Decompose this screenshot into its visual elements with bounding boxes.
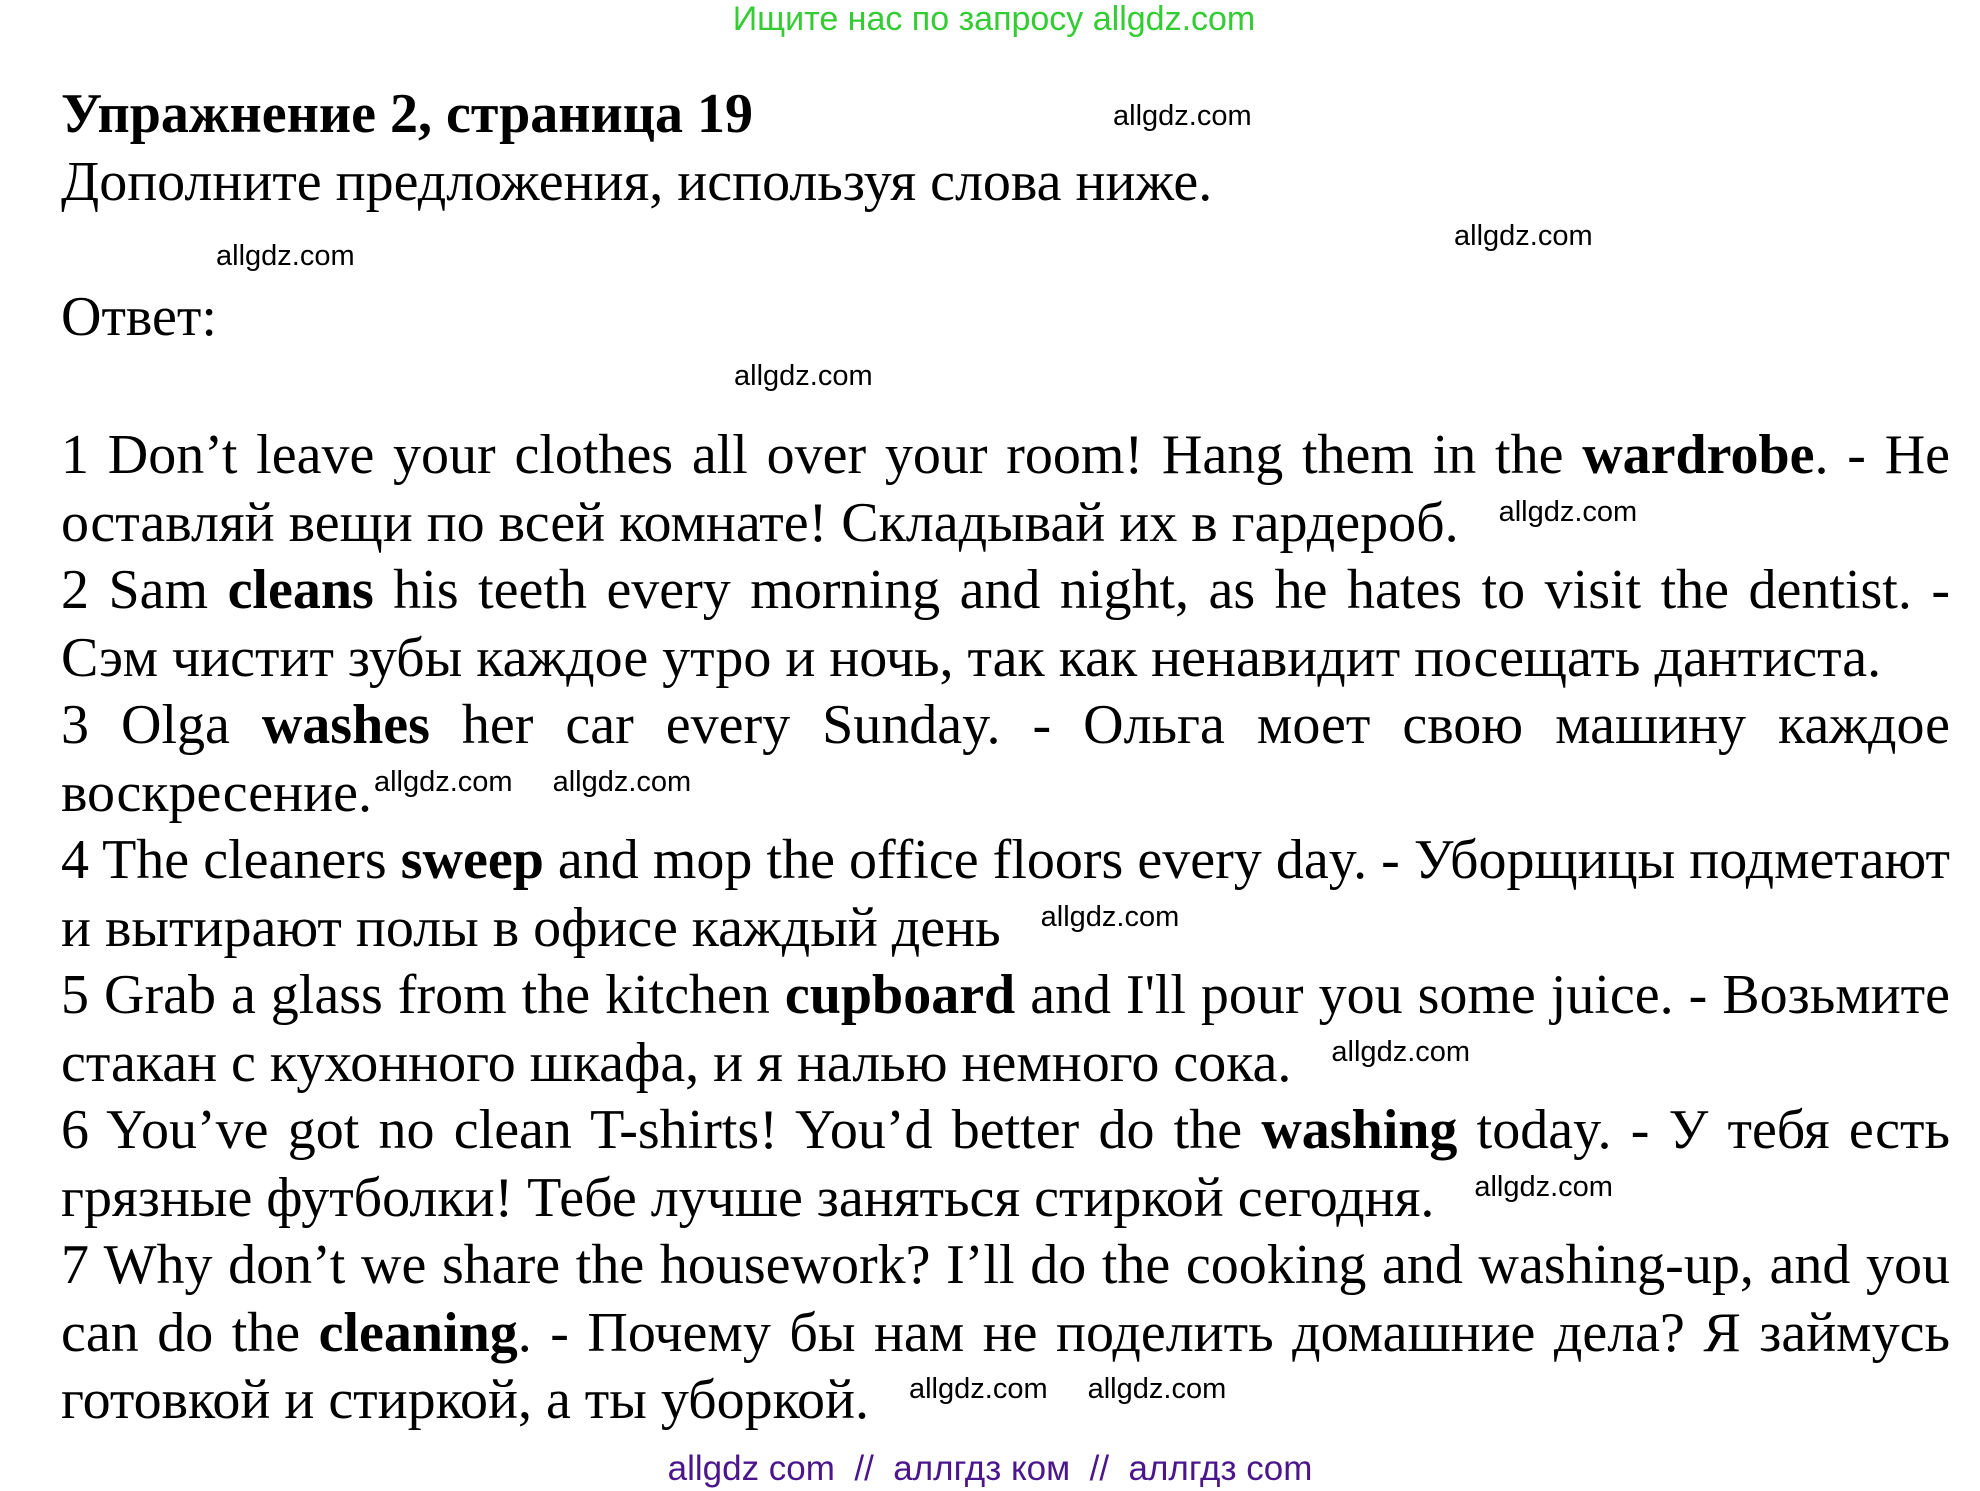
watermark: allgdz.com	[1498, 495, 1638, 528]
exercise-title: Упражнение 2, страница 19	[61, 83, 754, 145]
item-text: and I'll pour you some juice. - Возьмите стакан с кухонного шкафа, и я налью немного сока.	[61, 964, 1950, 1094]
watermark: allgdz.com	[1113, 100, 1252, 132]
answer-word: sweep	[400, 829, 544, 891]
watermark: allgdz.com	[1474, 1170, 1613, 1203]
item-text: . - Почему бы нам не поделить домашние дела? Я займусь готовкой и стиркой, а ты уборкой.	[61, 1301, 1951, 1431]
item-text: 1 Don’t leave your clothes all over your room! Hang them in the	[61, 424, 1583, 486]
item-text: 7 Why don’t we share the housework? I’ll do the cooking and washing-up, and you can do the	[61, 1234, 1950, 1364]
item-text: 3 Olga	[61, 694, 262, 756]
item-text: . - Не оставляй вещи по всей комнате! Складывай их в гардероб.	[61, 424, 1950, 554]
watermark: allgdz.com	[908, 1373, 1048, 1406]
item-text: 5 Grab a glass from the kitchen	[61, 964, 785, 1026]
watermark: allgdz.com	[1040, 900, 1180, 933]
answer-item-6	[61, 1097, 1950, 1232]
item-text: 2 Sam	[61, 559, 228, 621]
answer-item-4	[61, 827, 1950, 962]
answer-label: Ответ:	[61, 286, 217, 348]
item-text: 4 The cleaners	[61, 829, 401, 891]
item-text: 6 You’ve got no clean T-shirts! You’d better do the	[61, 1099, 1262, 1161]
answer-list	[61, 422, 1950, 1489]
answer-word: cupboard	[784, 964, 1016, 1026]
answer-word: washing	[1261, 1099, 1458, 1161]
answer-word: cleans	[227, 559, 374, 621]
answer-word: washes	[261, 694, 430, 756]
answer-item-5	[61, 962, 1950, 1097]
answer-item-3	[61, 692, 1950, 827]
watermark: allgdz.com	[373, 765, 513, 798]
watermark: allgdz.com	[1454, 220, 1593, 252]
item-text: her car every Sunday. - Ольга моет свою машину каждое воскресение.	[61, 694, 1950, 824]
search-banner: Ищите нас по запросу allgdz.com	[732, 0, 1256, 38]
watermark: allgdz.com	[552, 765, 692, 798]
answer-word: wardrobe	[1582, 424, 1815, 486]
answer-item-1	[61, 422, 1950, 557]
watermark: allgdz.com	[1087, 1373, 1227, 1406]
item-text: his teeth every morning and night, as he hates to visit the dentist. - Сэм чистит зубы каждое утро и ночь, так как ненавидит посещать дантиста.	[61, 559, 1950, 689]
exercise-instructions: Дополните предложения, используя слова ниже.	[61, 151, 1213, 213]
item-text: today. - У тебя есть грязные футболки! Тебе лучше заняться стиркой сегодня.	[61, 1099, 1951, 1229]
item-text: and mop the office floors every day. - Уборщицы подметают и вытирают полы в офисе каждый день	[61, 829, 1950, 959]
answer-item-2	[61, 557, 1950, 692]
answer-item-7	[61, 1232, 1950, 1435]
footer-watermark: allgdz com // аллгдз ком // аллгдз com	[667, 1448, 1313, 1488]
watermark: allgdz.com	[216, 240, 355, 272]
watermark: allgdz.com	[734, 360, 873, 392]
answer-word: cleaning	[318, 1301, 518, 1364]
watermark: allgdz.com	[1331, 1035, 1471, 1068]
